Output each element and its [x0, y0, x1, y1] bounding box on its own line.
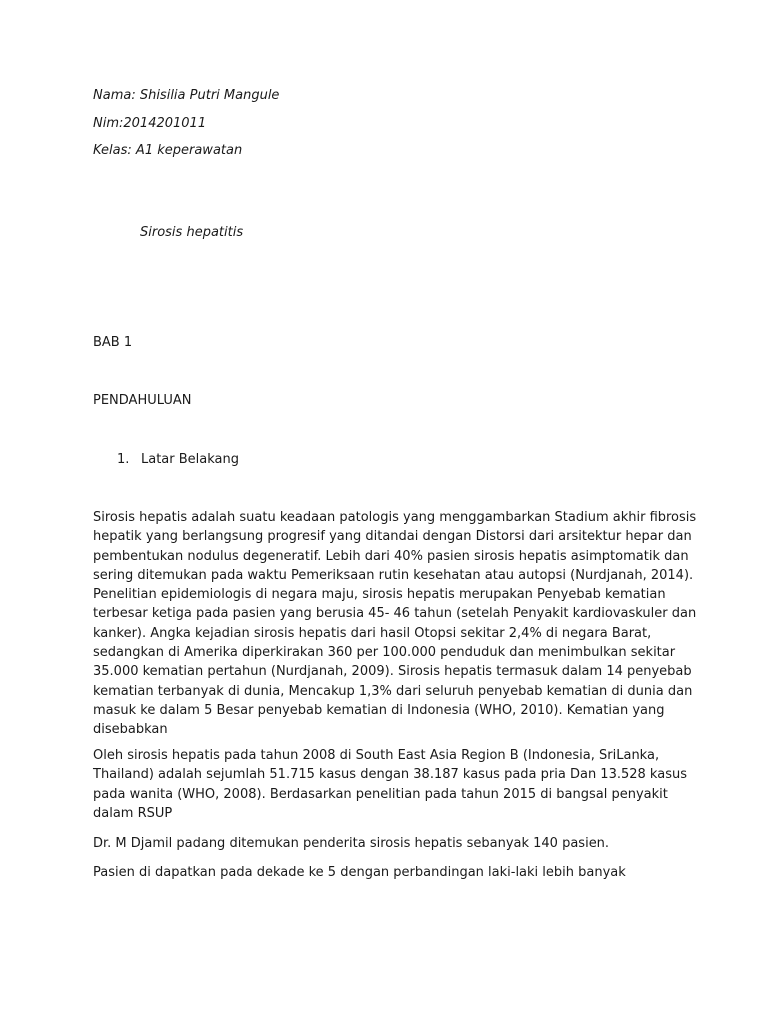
chapter-number: BAB 1: [93, 335, 133, 350]
paragraph-line: dalam RSUP: [93, 805, 173, 821]
paragraph-line: sedangkan di Amerika diperkirakan 360 per 100.000 penduduk dan menimbulkan sekitar: [93, 645, 676, 661]
paragraph-line: Oleh sirosis hepatis pada tahun 2008 di South East Asia Region B (Indonesia, SriLanka,: [93, 748, 660, 763]
section-number: 1.: [117, 452, 130, 467]
paragraph-line: sering ditemukan pada waktu Pemeriksaan rutin kesehatan atau autopsi (Nurdjanah, 2014).: [93, 567, 694, 583]
paragraph-2: [93, 746, 687, 823]
paragraph-4: [93, 863, 683, 882]
paragraph-line: Thailand) adalah sejumlah 51.715 kasus dengan 38.187 kasus pada pria Dan 13.528 kasus: [93, 767, 687, 783]
paragraph-line: Dr. M Djamil padang ditemukan penderita sirosis hepatis sebanyak 140 pasien.: [93, 836, 610, 851]
paragraph-line: pembentukan nodulus degeneratif. Lebih dari 40% pasien sirosis hepatis asimptomatik dan: [93, 548, 689, 564]
paragraph-line: Pasien di dapatkan pada dekade ke 5 dengan perbandingan laki-laki lebih banyak: [93, 865, 626, 880]
section-label: Latar Belakang: [141, 452, 240, 467]
chapter-title: PENDAHULUAN: [93, 393, 192, 408]
paragraph-line: 35.000 kematian pertahun (Nurdjanah, 2009). Sirosis hepatis termasuk dalam 14 penyebab: [93, 664, 692, 680]
student-class: Kelas: A1 keperawatan: [93, 143, 243, 158]
student-nim: Nim:2014201011: [93, 116, 207, 131]
paragraph-line: pada wanita (WHO, 2008). Berdasarkan penelitian pada tahun 2015 di bangsal penyakit: [93, 786, 668, 802]
paragraph-line: masuk ke dalam 5 Besar penyebab kematian di Indonesia (WHO, 2010). Kematian yang: [93, 702, 665, 718]
paragraph-line: Penelitian epidemiologis di negara maju, sirosis hepatis merupakan Penyebab kematian: [93, 587, 666, 603]
document-title: Sirosis hepatitis: [140, 225, 244, 240]
paragraph-line: kematian terbanyak di dunia, Mencakup 1,3% dari seluruh penyebab kematian di dunia dan: [93, 683, 693, 699]
student-name: Nama: Shisilia Putri Mangule: [93, 88, 280, 103]
paragraph-line: terbesar ketiga pada pasien yang berusia 45- 46 tahun (setelah Penyakit kardiovaskuler dan: [93, 606, 697, 622]
paragraph-1: [93, 508, 697, 740]
paragraph-line: Sirosis hepatis adalah suatu keadaan patologis yang menggambarkan Stadium akhir fibrosis: [93, 510, 697, 525]
paragraph-3: [93, 834, 683, 853]
paragraph-line: hepatik yang berlangsung progresif yang ditandai dengan Distorsi dari arsitektur hepar dan: [93, 529, 692, 545]
paragraph-line: disebabkan: [93, 722, 168, 738]
paragraph-line: kanker). Angka kejadian sirosis hepatis dari hasil Otopsi sekitar 2,4% di negara Barat,: [93, 625, 652, 641]
